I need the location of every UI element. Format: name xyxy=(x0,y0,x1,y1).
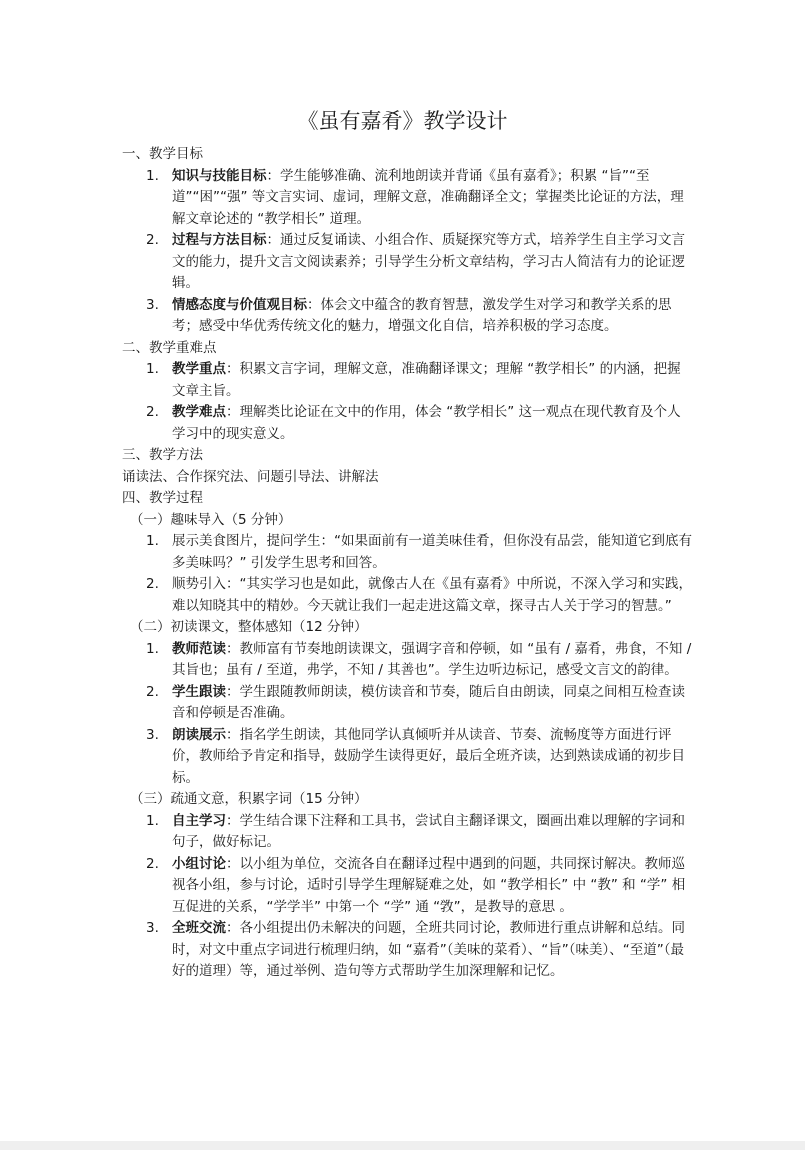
item-text: ：以小组为单位，交流各自在翻译过程中遇到的问题，共同探讨解决。教师巡视各小组，参与讨论，适时引导学生理解疑难之处，如 “教学相长” 中 “教” 和 “学” 相互促进的关系，“学学半” 中第一个 “学” 通 “敩”，是教导的意思 。 xyxy=(172,855,686,915)
item-number: 3. xyxy=(146,726,159,743)
item-text: ：指名学生朗读，其他同学认真倾听并从读音、节奏、流畅度等方面进行评价，教师给予肯定和指导，鼓励学生读得更好，最后全班齐读，达到熟读成诵的初步目标。 xyxy=(172,726,685,786)
subsection-heading-intro: （一）趣味导入（5 分钟） xyxy=(130,511,292,528)
item-number: 1. xyxy=(146,533,159,549)
item-number: 1. xyxy=(146,640,159,657)
item-number: 1. xyxy=(146,361,159,377)
item-label: 情感态度与价值观目标 xyxy=(172,296,307,313)
item-text: ：学生结合课下注释和工具书，尝试自主翻译课文，圈画出难以理解的字词和句子，做好标记。 xyxy=(172,812,685,850)
list-item xyxy=(122,811,692,854)
section-heading-goals: 一、教学目标 xyxy=(122,146,203,162)
item-number: 2. xyxy=(146,404,159,420)
item-text: 顺势引入：“其实学习也是如此，就像古人在《虽有嘉肴》中所说，不深入学习和实践，难以知晓其中的精妙。今天就让我们一起走进这篇文章，探寻古人关于学习的智慧。” xyxy=(172,576,692,614)
item-label: 过程与方法目标 xyxy=(172,232,267,248)
item-text: 展示美食图片，提问学生：“如果面前有一道美味佳肴，但你没有品尝，能知道它到底有多美味吗？” 引发学生思考和回答。 xyxy=(172,533,692,571)
methods-text: 诵读法、合作探究法、问题引导法、讲解法 xyxy=(122,468,379,485)
item-label: 教学难点 xyxy=(172,404,226,420)
item-label: 自主学习 xyxy=(172,812,226,829)
item-text: ：积累文言字词，理解文意，准确翻译课文；理解 “教学相长” 的内涵，把握文章主旨。 xyxy=(172,361,681,399)
list-item xyxy=(122,230,692,295)
list-item xyxy=(122,725,692,790)
list-item xyxy=(122,402,692,445)
section-heading-key-points: 二、教学重难点 xyxy=(122,339,217,356)
item-label: 知识与技能目标 xyxy=(172,167,267,184)
item-number: 1. xyxy=(146,167,159,184)
item-label: 全班交流 xyxy=(172,920,226,936)
item-number: 3. xyxy=(146,296,159,313)
item-text: ：学生跟随教师朗读，模仿读音和节奏，随后自由朗读，同桌之间相互检查读音和停顿是否准确。 xyxy=(172,683,685,721)
list-item xyxy=(122,682,692,725)
item-text: ：理解类比论证在文中的作用，体会 “教学相长” 这一观点在现代教育及个人学习中的现实意义。 xyxy=(172,404,681,442)
item-text: ：各小组提出仍未解决的问题，全班共同讨论，教师进行重点讲解和总结。同时，对文中重点字词进行梳理归纳，如 “嘉肴”（美味的菜肴）、“旨”（味美）、“至道”（最好的道理）等，通过举例、造句等方式帮助学生加深理解和记忆。 xyxy=(172,920,685,979)
list-item xyxy=(122,639,692,682)
document-title: 《虽有嘉肴》教学设计 xyxy=(297,109,508,133)
item-number: 2. xyxy=(146,232,159,248)
key-points-list xyxy=(122,359,692,445)
item-number: 2. xyxy=(146,683,159,700)
subsection-heading-first-reading: （二）初读课文，整体感知（12 分钟） xyxy=(130,619,368,635)
list-item xyxy=(122,359,692,402)
item-number: 1. xyxy=(146,812,159,829)
item-label: 朗读展示 xyxy=(172,726,226,743)
list-item xyxy=(122,854,692,919)
item-text: ：通过反复诵读、小组合作、质疑探究等方式，培养学生自主学习文言文的能力，提升文言文阅读素养；引导学生分析文章结构，学习古人简洁有力的论证逻辑。 xyxy=(172,232,685,291)
item-text: ：体会文中蕴含的教育智慧，激发学生对学习和教学关系的思考；感受中华优秀传统文化的魅力，增强文化自信，培养积极的学习态度。 xyxy=(172,296,672,334)
item-text: ：教师富有节奏地朗读课文，强调字音和停顿，如 “虽有 / 嘉肴，弗食，不知 / 其旨也；虽有 / 至道，弗学，不知 / 其善也”。学生边听边标记，感受文言文的韵律。 xyxy=(172,640,692,678)
item-text: ：学生能够准确、流利地朗读并背诵《虽有嘉肴》；积累 “旨”“至道”“困”“强” 等文言实词、虚词，理解文意，准确翻译全文；掌握类比论证的方法，理解文章论述的 “教学相长” 道理。 xyxy=(172,167,684,227)
item-label: 教学重点 xyxy=(172,361,226,377)
item-number: 2. xyxy=(146,855,159,872)
page-bottom-margin xyxy=(0,1141,805,1150)
list-item xyxy=(122,295,692,338)
list-item xyxy=(122,574,692,617)
item-label: 学生跟读 xyxy=(172,683,226,700)
document-body xyxy=(122,144,692,983)
first-reading-list xyxy=(122,639,692,790)
list-item xyxy=(122,166,692,231)
list-item xyxy=(122,918,692,983)
item-number: 3. xyxy=(146,920,159,936)
section-heading-methods: 三、教学方法 xyxy=(122,447,203,463)
intro-list xyxy=(122,531,692,617)
list-item xyxy=(122,531,692,574)
item-label: 小组讨论 xyxy=(172,855,226,872)
section-heading-process: 四、教学过程 xyxy=(122,490,203,506)
subsection-heading-meaning: （三）疏通文意，积累字词（15 分钟） xyxy=(130,791,368,807)
item-label: 教师范读 xyxy=(172,640,226,657)
goals-list xyxy=(122,166,692,338)
item-number: 2. xyxy=(146,576,159,592)
meaning-list xyxy=(122,811,692,983)
